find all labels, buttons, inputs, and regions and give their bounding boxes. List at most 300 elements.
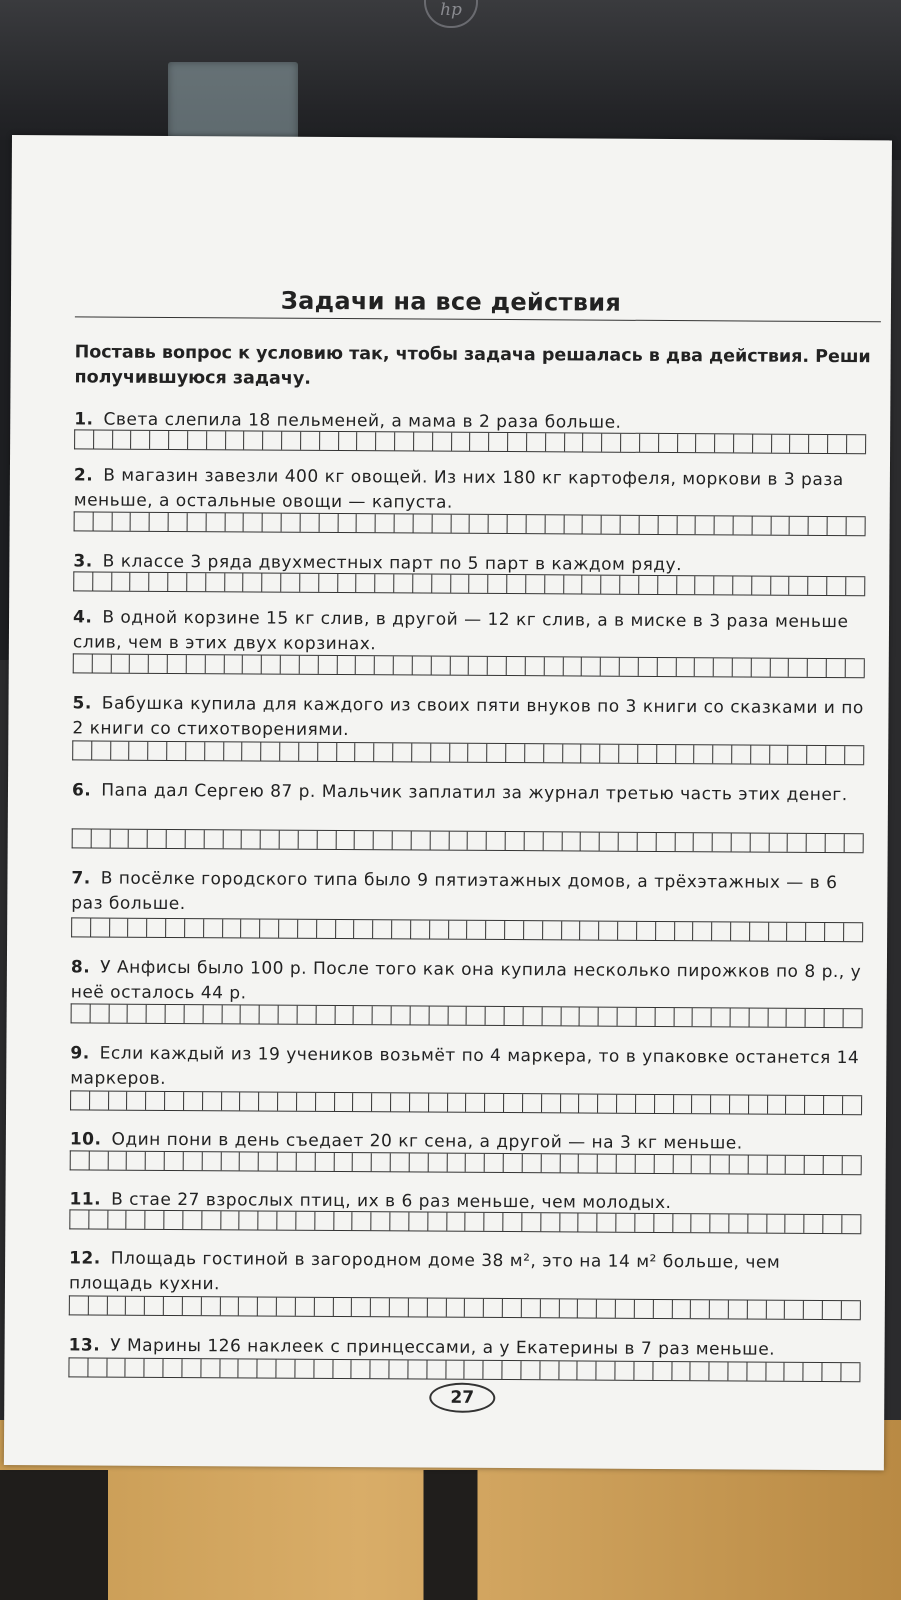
grid-cell[interactable] [734, 434, 753, 452]
grid-cell[interactable] [355, 831, 374, 849]
grid-cell[interactable] [108, 1211, 127, 1229]
grid-cell[interactable] [824, 1156, 843, 1174]
grid-cell[interactable] [675, 833, 694, 851]
grid-cell[interactable] [562, 832, 581, 850]
grid-cell[interactable] [413, 574, 432, 592]
grid-cell[interactable] [842, 1215, 861, 1233]
grid-cell[interactable] [107, 1359, 126, 1377]
grid-cell[interactable] [184, 1152, 203, 1170]
grid-cell[interactable] [263, 432, 282, 450]
grid-cell[interactable] [616, 1214, 635, 1232]
grid-cell[interactable] [543, 921, 562, 939]
grid-cell[interactable] [621, 516, 640, 534]
grid-cell[interactable] [545, 575, 564, 593]
grid-cell[interactable] [299, 831, 318, 849]
grid-cell[interactable] [640, 434, 659, 452]
grid-cell[interactable] [128, 1092, 147, 1110]
grid-cell[interactable] [674, 1095, 693, 1113]
grid-cell[interactable] [92, 742, 111, 760]
grid-cell[interactable] [578, 1361, 597, 1379]
grid-cell[interactable] [222, 1005, 241, 1023]
grid-cell[interactable] [768, 1096, 787, 1114]
grid-cell[interactable] [847, 517, 866, 535]
grid-cell[interactable] [314, 1360, 333, 1378]
grid-cell[interactable] [244, 513, 263, 531]
grid-cell[interactable] [376, 514, 395, 532]
grid-cell[interactable] [712, 922, 731, 940]
grid-cell[interactable] [107, 1297, 126, 1315]
grid-cell[interactable] [221, 1152, 240, 1170]
grid-cell[interactable] [185, 919, 204, 937]
grid-cell[interactable] [130, 742, 149, 760]
grid-cell[interactable] [358, 432, 377, 450]
grid-cell[interactable] [260, 920, 279, 938]
grid-cell[interactable] [805, 1156, 824, 1174]
grid-cell[interactable] [412, 743, 431, 761]
grid-cell[interactable] [187, 655, 206, 673]
grid-cell[interactable] [579, 1154, 598, 1172]
grid-cell[interactable] [486, 1007, 505, 1025]
grid-cell[interactable] [206, 573, 225, 591]
grid-cell[interactable] [843, 1096, 862, 1114]
grid-cell[interactable] [656, 833, 675, 851]
grid-cell[interactable] [469, 744, 488, 762]
grid-cell[interactable] [563, 657, 582, 675]
grid-cell[interactable] [695, 745, 714, 763]
grid-cell[interactable] [731, 1008, 750, 1026]
grid-cell[interactable] [391, 1093, 410, 1111]
grid-cell[interactable] [655, 1095, 674, 1113]
grid-cell[interactable] [390, 1298, 409, 1316]
grid-cell[interactable] [167, 742, 186, 760]
grid-cell[interactable] [448, 1007, 467, 1025]
grid-cell[interactable] [711, 1155, 730, 1173]
grid-cell[interactable] [91, 829, 110, 847]
grid-cell[interactable] [93, 513, 112, 531]
answer-grid-5[interactable] [72, 740, 864, 765]
grid-cell[interactable] [713, 833, 732, 851]
grid-cell[interactable] [806, 923, 825, 941]
grid-cell[interactable] [845, 746, 864, 764]
grid-cell[interactable] [561, 1007, 580, 1025]
grid-cell[interactable] [224, 742, 243, 760]
grid-cell[interactable] [431, 744, 450, 762]
grid-cell[interactable] [711, 1095, 730, 1113]
grid-cell[interactable] [450, 744, 469, 762]
grid-cell[interactable] [487, 832, 506, 850]
grid-cell[interactable] [318, 656, 337, 674]
grid-cell[interactable] [338, 514, 357, 532]
grid-cell[interactable] [809, 517, 828, 535]
grid-cell[interactable] [355, 920, 374, 938]
grid-cell[interactable] [486, 921, 505, 939]
grid-cell[interactable] [787, 1009, 806, 1027]
grid-cell[interactable] [618, 922, 637, 940]
grid-cell[interactable] [242, 830, 261, 848]
grid-cell[interactable] [579, 1213, 598, 1231]
grid-cell[interactable] [243, 655, 262, 673]
grid-cell[interactable] [484, 1361, 503, 1379]
grid-cell[interactable] [807, 746, 826, 764]
grid-cell[interactable] [110, 830, 129, 848]
grid-cell[interactable] [145, 1359, 164, 1377]
grid-cell[interactable] [93, 655, 112, 673]
grid-cell[interactable] [110, 919, 129, 937]
grid-cell[interactable] [583, 515, 602, 533]
grid-cell[interactable] [752, 659, 771, 677]
grid-cell[interactable] [827, 577, 846, 595]
grid-cell[interactable] [279, 920, 298, 938]
grid-cell[interactable] [356, 656, 375, 674]
grid-cell[interactable] [431, 657, 450, 675]
grid-cell[interactable] [71, 1151, 90, 1169]
grid-cell[interactable] [488, 575, 507, 593]
grid-cell[interactable] [126, 1359, 145, 1377]
grid-cell[interactable] [413, 656, 432, 674]
grid-cell[interactable] [298, 920, 317, 938]
grid-cell[interactable] [635, 1300, 654, 1318]
grid-cell[interactable] [374, 743, 393, 761]
grid-cell[interactable] [279, 1006, 298, 1024]
grid-cell[interactable] [73, 741, 92, 759]
grid-cell[interactable] [451, 575, 470, 593]
grid-cell[interactable] [730, 1155, 749, 1173]
grid-cell[interactable] [280, 831, 299, 849]
grid-cell[interactable] [789, 659, 808, 677]
grid-cell[interactable] [465, 1299, 484, 1317]
grid-cell[interactable] [130, 655, 149, 673]
grid-cell[interactable] [245, 431, 264, 449]
grid-cell[interactable] [414, 432, 433, 450]
grid-cell[interactable] [202, 1152, 221, 1170]
grid-cell[interactable] [526, 575, 545, 593]
grid-cell[interactable] [413, 514, 432, 532]
grid-cell[interactable] [540, 1299, 559, 1317]
grid-cell[interactable] [752, 577, 771, 595]
grid-cell[interactable] [109, 1005, 128, 1023]
answer-grid-6[interactable] [72, 828, 864, 853]
grid-cell[interactable] [710, 1362, 729, 1380]
grid-cell[interactable] [446, 1361, 465, 1379]
grid-cell[interactable] [732, 833, 751, 851]
grid-cell[interactable] [732, 745, 751, 763]
grid-cell[interactable] [371, 1360, 390, 1378]
grid-cell[interactable] [281, 574, 300, 592]
grid-cell[interactable] [88, 1358, 107, 1376]
grid-cell[interactable] [676, 745, 695, 763]
grid-cell[interactable] [767, 1156, 786, 1174]
grid-cell[interactable] [74, 572, 93, 590]
grid-cell[interactable] [147, 1005, 166, 1023]
grid-cell[interactable] [674, 1008, 693, 1026]
grid-cell[interactable] [619, 745, 638, 763]
grid-cell[interactable] [823, 1363, 842, 1381]
grid-cell[interactable] [809, 435, 828, 453]
grid-cell[interactable] [565, 433, 584, 451]
grid-cell[interactable] [672, 1300, 691, 1318]
grid-cell[interactable] [166, 1005, 185, 1023]
grid-cell[interactable] [165, 1152, 184, 1170]
answer-grid-1[interactable] [74, 429, 866, 454]
grid-cell[interactable] [446, 1299, 465, 1317]
grid-cell[interactable] [352, 1298, 371, 1316]
grid-cell[interactable] [223, 830, 242, 848]
grid-cell[interactable] [469, 657, 488, 675]
grid-cell[interactable] [841, 1363, 860, 1381]
grid-cell[interactable] [787, 1096, 806, 1114]
grid-cell[interactable] [522, 1213, 541, 1231]
grid-cell[interactable] [282, 514, 301, 532]
grid-cell[interactable] [635, 1214, 654, 1232]
grid-cell[interactable] [523, 1154, 542, 1172]
grid-cell[interactable] [73, 829, 92, 847]
grid-cell[interactable] [187, 573, 206, 591]
grid-cell[interactable] [449, 832, 468, 850]
grid-cell[interactable] [353, 1093, 372, 1111]
grid-cell[interactable] [373, 1006, 392, 1024]
grid-cell[interactable] [823, 1215, 842, 1233]
grid-cell[interactable] [277, 1212, 296, 1230]
grid-cell[interactable] [733, 658, 752, 676]
grid-cell[interactable] [522, 1299, 541, 1317]
grid-cell[interactable] [826, 834, 845, 852]
grid-cell[interactable] [262, 574, 281, 592]
grid-cell[interactable] [618, 1008, 637, 1026]
grid-cell[interactable] [523, 1094, 542, 1112]
grid-cell[interactable] [714, 576, 733, 594]
grid-cell[interactable] [166, 919, 185, 937]
grid-cell[interactable] [504, 1094, 523, 1112]
grid-cell[interactable] [766, 1363, 785, 1381]
grid-cell[interactable] [785, 1301, 804, 1319]
grid-cell[interactable] [333, 1298, 352, 1316]
grid-cell[interactable] [428, 1299, 447, 1317]
grid-cell[interactable] [90, 1151, 109, 1169]
grid-cell[interactable] [692, 1214, 711, 1232]
grid-cell[interactable] [164, 1211, 183, 1229]
grid-cell[interactable] [111, 742, 130, 760]
grid-cell[interactable] [186, 742, 205, 760]
grid-cell[interactable] [489, 515, 508, 533]
grid-cell[interactable] [636, 1095, 655, 1113]
grid-cell[interactable] [766, 1301, 785, 1319]
grid-cell[interactable] [389, 1360, 408, 1378]
grid-cell[interactable] [262, 656, 281, 674]
grid-cell[interactable] [748, 1156, 767, 1174]
grid-cell[interactable] [183, 1211, 202, 1229]
grid-cell[interactable] [390, 1212, 409, 1230]
grid-cell[interactable] [225, 573, 244, 591]
grid-cell[interactable] [317, 831, 336, 849]
grid-cell[interactable] [320, 432, 339, 450]
grid-cell[interactable] [205, 742, 224, 760]
grid-cell[interactable] [506, 744, 525, 762]
grid-cell[interactable] [637, 922, 656, 940]
grid-cell[interactable] [204, 830, 223, 848]
grid-cell[interactable] [150, 573, 169, 591]
grid-cell[interactable] [691, 1362, 710, 1380]
grid-cell[interactable] [93, 573, 112, 591]
grid-cell[interactable] [583, 575, 602, 593]
grid-cell[interactable] [823, 1301, 842, 1319]
grid-cell[interactable] [186, 830, 205, 848]
grid-cell[interactable] [259, 1093, 278, 1111]
grid-cell[interactable] [185, 1005, 204, 1023]
grid-cell[interactable] [467, 921, 486, 939]
grid-cell[interactable] [507, 575, 526, 593]
grid-cell[interactable] [527, 433, 546, 451]
grid-cell[interactable] [395, 514, 414, 532]
grid-cell[interactable] [804, 1363, 823, 1381]
grid-cell[interactable] [94, 431, 113, 449]
grid-cell[interactable] [521, 1361, 540, 1379]
grid-cell[interactable] [240, 1092, 259, 1110]
grid-cell[interactable] [408, 1360, 427, 1378]
grid-cell[interactable] [543, 832, 562, 850]
grid-cell[interactable] [394, 656, 413, 674]
grid-cell[interactable] [449, 921, 468, 939]
grid-cell[interactable] [132, 431, 151, 449]
grid-cell[interactable] [710, 1300, 729, 1318]
grid-cell[interactable] [336, 831, 355, 849]
grid-cell[interactable] [89, 1296, 108, 1314]
grid-cell[interactable] [620, 658, 639, 676]
grid-cell[interactable] [297, 1153, 316, 1171]
grid-cell[interactable] [374, 831, 393, 849]
grid-cell[interactable] [503, 1213, 522, 1231]
grid-cell[interactable] [653, 1300, 672, 1318]
grid-cell[interactable] [129, 919, 148, 937]
grid-cell[interactable] [729, 1300, 748, 1318]
grid-cell[interactable] [433, 433, 452, 451]
grid-cell[interactable] [677, 516, 696, 534]
grid-cell[interactable] [621, 434, 640, 452]
grid-cell[interactable] [243, 742, 262, 760]
grid-cell[interactable] [409, 1298, 428, 1316]
grid-cell[interactable] [239, 1359, 258, 1377]
grid-cell[interactable] [164, 1359, 183, 1377]
grid-cell[interactable] [653, 1362, 672, 1380]
grid-cell[interactable] [300, 656, 319, 674]
grid-cell[interactable] [786, 1156, 805, 1174]
grid-cell[interactable] [244, 573, 263, 591]
grid-cell[interactable] [564, 515, 583, 533]
grid-cell[interactable] [790, 517, 809, 535]
grid-cell[interactable] [126, 1297, 145, 1315]
grid-cell[interactable] [296, 1212, 315, 1230]
grid-cell[interactable] [654, 1214, 673, 1232]
answer-grid-8[interactable] [71, 1003, 863, 1028]
grid-cell[interactable] [559, 1299, 578, 1317]
grid-cell[interactable] [90, 1091, 109, 1109]
grid-cell[interactable] [239, 1297, 258, 1315]
grid-cell[interactable] [242, 919, 261, 937]
grid-cell[interactable] [673, 1155, 692, 1173]
grid-cell[interactable] [430, 921, 449, 939]
grid-cell[interactable] [733, 576, 752, 594]
grid-cell[interactable] [183, 1297, 202, 1315]
grid-cell[interactable] [846, 577, 865, 595]
grid-cell[interactable] [730, 1095, 749, 1113]
grid-cell[interactable] [658, 576, 677, 594]
grid-cell[interactable] [353, 1212, 372, 1230]
grid-cell[interactable] [563, 744, 582, 762]
grid-cell[interactable] [845, 834, 864, 852]
grid-cell[interactable] [678, 434, 697, 452]
grid-cell[interactable] [432, 515, 451, 533]
grid-cell[interactable] [544, 744, 563, 762]
grid-cell[interactable] [502, 1361, 521, 1379]
grid-cell[interactable] [844, 1009, 863, 1027]
grid-cell[interactable] [676, 658, 695, 676]
grid-cell[interactable] [731, 922, 750, 940]
grid-cell[interactable] [809, 577, 828, 595]
grid-cell[interactable] [748, 1215, 767, 1233]
grid-cell[interactable] [578, 1299, 597, 1317]
grid-cell[interactable] [373, 920, 392, 938]
grid-cell[interactable] [145, 1297, 164, 1315]
grid-cell[interactable] [112, 573, 131, 591]
grid-cell[interactable] [295, 1360, 314, 1378]
grid-cell[interactable] [356, 743, 375, 761]
grid-cell[interactable] [599, 1008, 618, 1026]
grid-cell[interactable] [602, 434, 621, 452]
grid-cell[interactable] [353, 1153, 372, 1171]
grid-cell[interactable] [316, 1093, 335, 1111]
grid-cell[interactable] [767, 1215, 786, 1233]
grid-cell[interactable] [315, 1153, 334, 1171]
grid-cell[interactable] [427, 1361, 446, 1379]
grid-cell[interactable] [659, 434, 678, 452]
grid-cell[interactable] [487, 744, 506, 762]
grid-cell[interactable] [432, 575, 451, 593]
grid-cell[interactable] [317, 920, 336, 938]
grid-cell[interactable] [507, 657, 526, 675]
grid-cell[interactable] [695, 658, 714, 676]
answer-grid-7[interactable] [71, 917, 863, 942]
grid-cell[interactable] [657, 745, 676, 763]
grid-cell[interactable] [654, 1155, 673, 1173]
grid-cell[interactable] [544, 657, 563, 675]
grid-cell[interactable] [696, 516, 715, 534]
grid-cell[interactable] [333, 1360, 352, 1378]
grid-cell[interactable] [113, 431, 132, 449]
grid-cell[interactable] [470, 433, 489, 451]
grid-cell[interactable] [470, 515, 489, 533]
grid-cell[interactable] [580, 1007, 599, 1025]
grid-cell[interactable] [201, 1359, 220, 1377]
grid-cell[interactable] [412, 831, 431, 849]
grid-cell[interactable] [508, 433, 527, 451]
grid-cell[interactable] [298, 1006, 317, 1024]
grid-cell[interactable] [375, 574, 394, 592]
grid-cell[interactable] [150, 513, 169, 531]
grid-cell[interactable] [352, 1360, 371, 1378]
grid-cell[interactable] [673, 1214, 692, 1232]
grid-cell[interactable] [675, 922, 694, 940]
grid-cell[interactable] [372, 1153, 391, 1171]
grid-cell[interactable] [111, 655, 130, 673]
grid-cell[interactable] [749, 1009, 768, 1027]
grid-cell[interactable] [164, 1297, 183, 1315]
grid-cell[interactable] [844, 923, 863, 941]
grid-cell[interactable] [188, 431, 207, 449]
grid-cell[interactable] [222, 1092, 241, 1110]
grid-cell[interactable] [224, 655, 243, 673]
grid-cell[interactable] [616, 1300, 635, 1318]
grid-cell[interactable] [804, 1301, 823, 1319]
grid-cell[interactable] [301, 514, 320, 532]
